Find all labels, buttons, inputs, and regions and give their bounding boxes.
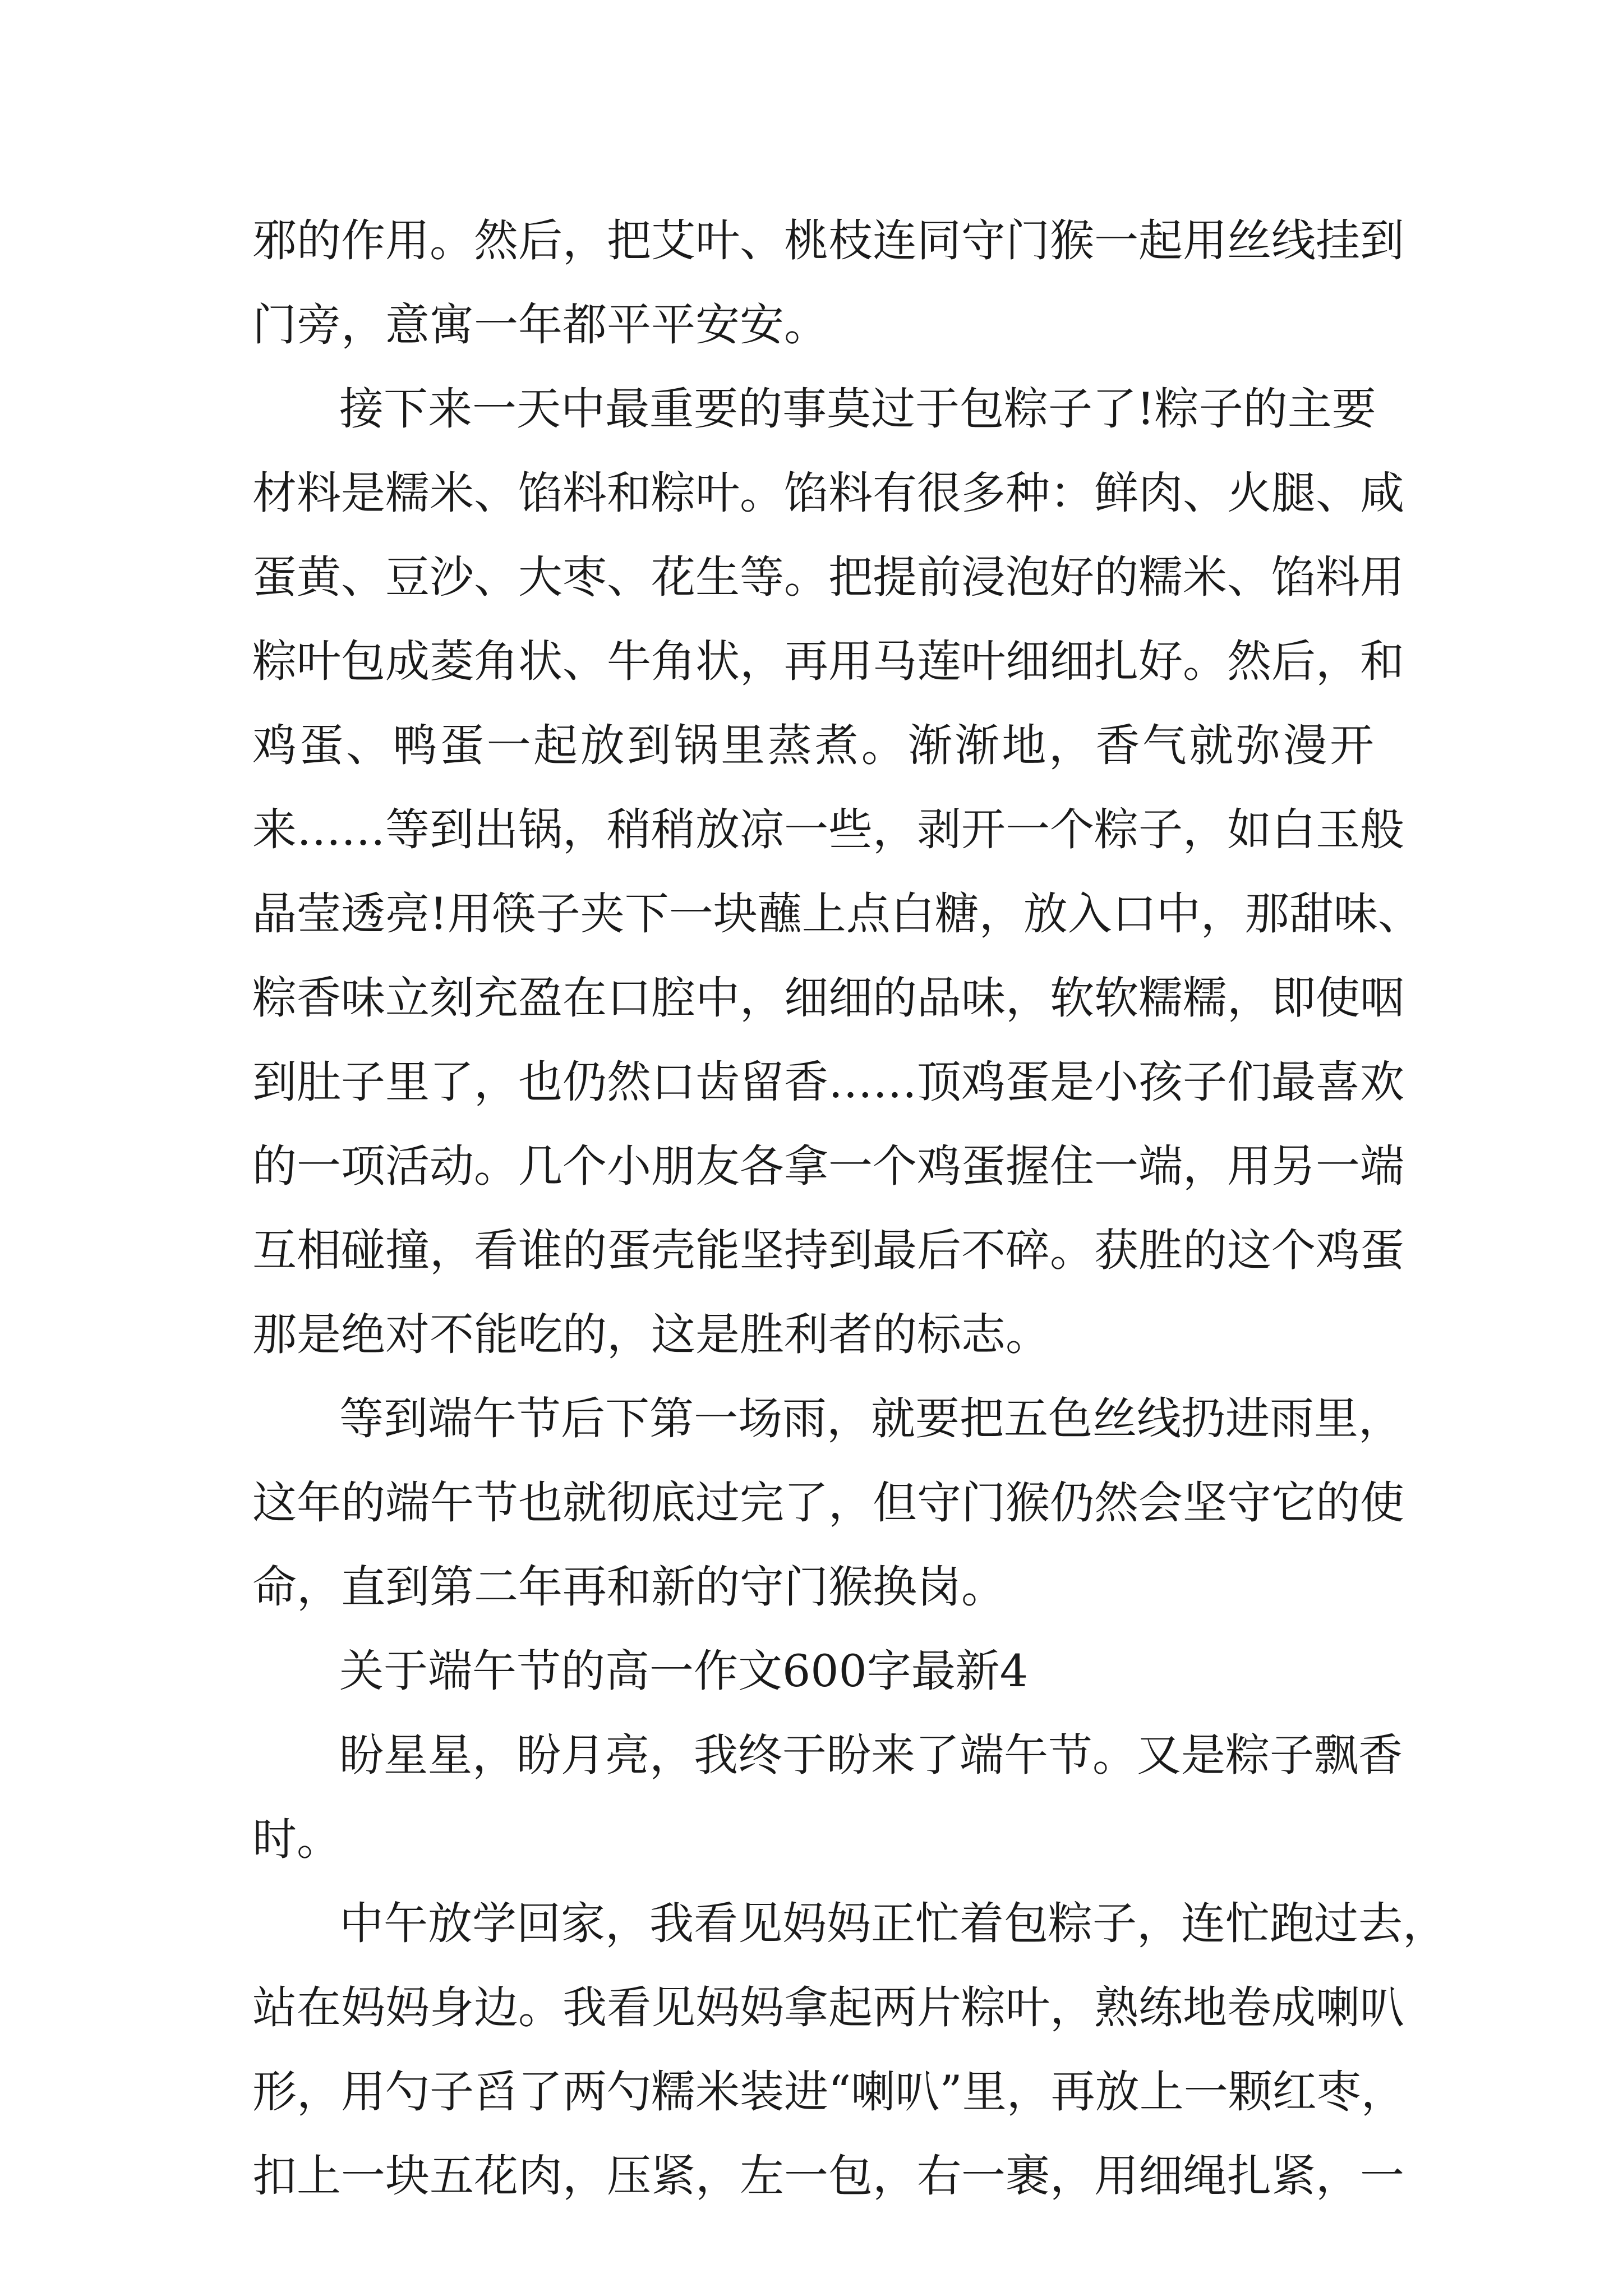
text-line: 这年的端午节也就彻底过完了，但守门猴仍然会坚守它的使 [252,1477,1404,1529]
text-line: 时。 [252,1814,341,1865]
text-line: 来……等到出锅，稍稍放凉一些，剥开一个粽子，如白玉般 [252,804,1404,855]
text-line: 那是绝对不能吃的，这是胜利者的标志。 [252,1309,1050,1360]
text-line: 粽叶包成菱角状、牛角状，再用马莲叶细细扎好。然后，和 [252,636,1404,687]
text-line: 形，用勺子舀了两勺糯米装进“喇叭”里，再放上一颗红枣， [252,2066,1405,2118]
text-line: 门旁，意寓一年都平平安安。 [252,299,828,351]
text-line: 扣上一块五花肉，压紧，左一包，右一裹，用细绳扎紧，一 [252,2150,1404,2202]
text-line: 蛋黄、豆沙、大枣、花生等。把提前浸泡好的糯米、馅料用 [252,551,1404,603]
text-line: 盼星星，盼月亮，我终于盼来了端午节。又是粽子飘香 [339,1729,1403,1781]
text-line: 站在妈妈身边。我看见妈妈拿起两片粽叶，熟练地卷成喇叭 [252,1982,1404,2033]
text-line: 邪的作用。然后，把艾叶、桃枝连同守门猴一起用丝线挂到 [252,215,1404,266]
text-line: 接下来一天中最重要的事莫过于包粽子了!粽子的主要 [339,383,1376,435]
text-line: 等到端午节后下第一场雨，就要把五色丝线扔进雨里， [339,1393,1403,1444]
text-line: 互相碰撞，看谁的蛋壳能坚持到最后不碎。获胜的这个鸡蛋 [252,1225,1404,1276]
text-line: 命，直到第二年再和新的守门猴换岗。 [252,1561,1006,1613]
text-line: 到肚子里了，也仍然口齿留香……顶鸡蛋是小孩子们最喜欢 [252,1056,1404,1108]
text-line: 晶莹透亮!用筷子夹下一块蘸上点白糖，放入口中，那甜味、 [252,888,1422,940]
text-line: 鸡蛋、鸭蛋一起放到锅里蒸煮。渐渐地，香气就弥漫开 [252,720,1374,771]
text-line: 材料是糯米、馅料和粽叶。馅料有很多种：鲜肉、火腿、咸 [252,467,1404,519]
text-line: 粽香味立刻充盈在口腔中，细细的品味，软软糯糯，即使咽 [252,972,1404,1024]
section-heading: 关于端午节的高一作文600字最新4 [339,1645,1029,1697]
text-line: 中午放学回家，我看见妈妈正忙着包粽子，连忙跑过去， [339,1898,1447,1949]
text-line: 的一项活动。几个小朋友各拿一个鸡蛋握住一端，用另一端 [252,1140,1404,1192]
